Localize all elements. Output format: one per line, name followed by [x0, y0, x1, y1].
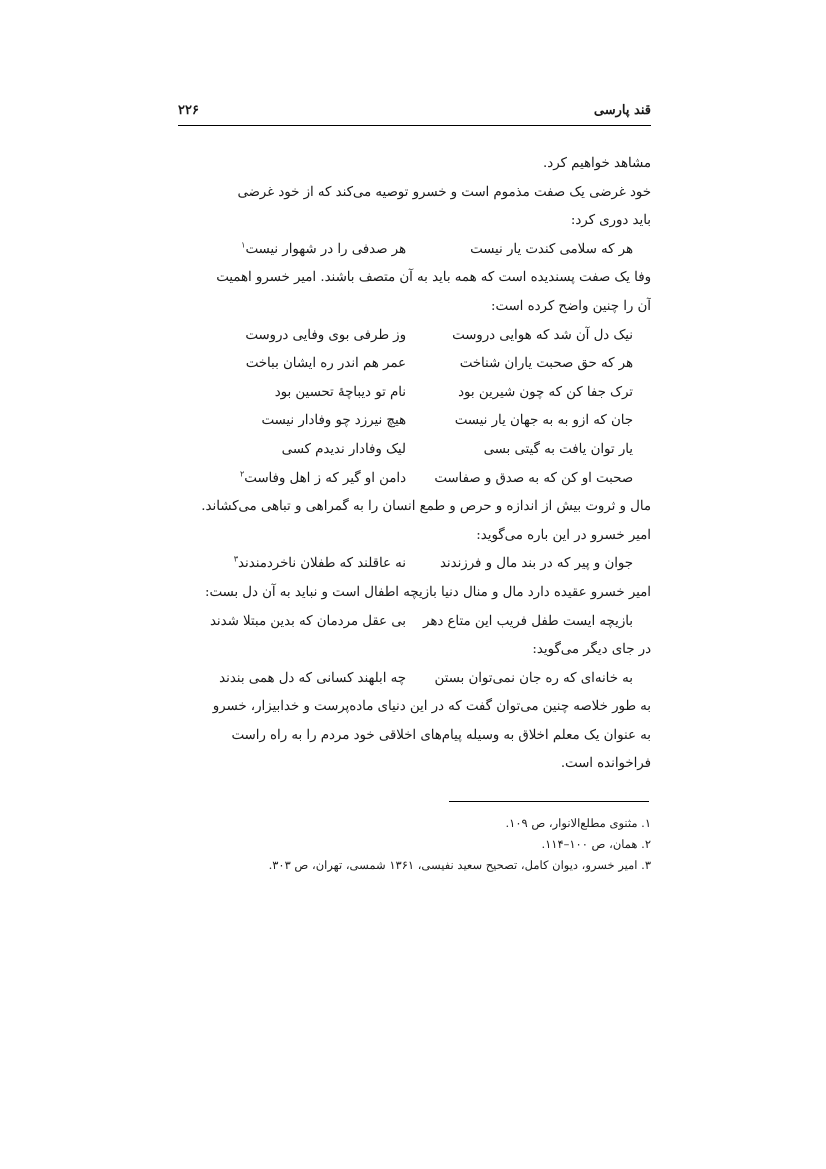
paragraph: در جای دیگر می‌گوید:	[532, 642, 651, 658]
hemistich-first: به خانه‌ای که ره جان نمی‌توان بستن	[434, 670, 633, 686]
paragraph: امیر خسرو در این باره می‌گوید:	[476, 527, 651, 543]
verse-line	[178, 407, 651, 436]
hemistich-first: هر که سلامی کندت یار نیست	[470, 241, 633, 257]
hemistich-first: بازیچه ایست طفل فریب این متاع دهر	[423, 613, 633, 629]
running-head-title: قند پارسی	[593, 103, 651, 118]
footnote-rule	[449, 801, 649, 802]
hemistich-second: عمر هم اندر ره ایشان بباخت	[245, 356, 406, 372]
hemistich-first: جان که ازو به به جهان یار نیست	[454, 413, 633, 429]
paragraph: به عنوان یک معلم اخلاق به وسیله پیام‌های اخلاقی خود مردم را به راه راست	[231, 727, 651, 743]
hemistich-second: هیچ نیرزد چو وفادار نیست	[261, 413, 406, 429]
page-number: ۲۲۶	[178, 103, 199, 118]
hemistich-second: وز طرفی بوی وفایی دروست	[245, 327, 406, 343]
footnote: ۲. همان، ص ۱۰۰–۱۱۴.	[541, 837, 651, 851]
paragraph: مال و ثروت بیش از اندازه و حرص و طمع انسان را به گمراهی و تباهی می‌کشاند.	[201, 499, 651, 515]
footnote-ref: ۲	[240, 469, 245, 479]
hemistich-text: نه عاقلند که طفلان ناخردمندند	[238, 556, 406, 572]
hemistich-text: هر صدفی را در شهوار نیست	[245, 241, 406, 257]
hemistich-first: یار توان یافت به گیتی بسی	[483, 441, 633, 457]
footnotes	[178, 813, 651, 876]
paragraph: به طور خلاصه چنین می‌توان گفت که در این دنیای ماده‌پرست و خدابیزار، خسرو	[212, 699, 651, 715]
hemistich-second: نام تو دیباچهٔ تحسین بود	[274, 384, 406, 400]
paragraph: خود غرضی یک صفت مذموم است و خسرو توصیه می‌کند که از خود غرضی	[237, 184, 651, 200]
hemistich-first: صحبت او کن که به صدق و صفاست	[434, 470, 633, 486]
verse-line	[178, 608, 651, 637]
footnote: ۱. مثنوی مطلع‌الانوار، ص ۱۰۹.	[505, 816, 651, 830]
paragraph: آن را چنین واضح کرده است:	[491, 298, 651, 314]
paragraph: امیر خسرو عقیده دارد مال و منال دنیا بازیچه اطفال است و نباید به آن دل بست:	[204, 584, 651, 600]
verse-line	[178, 379, 651, 408]
body-text	[178, 150, 651, 779]
footnote: ۳. امیر خسرو، دیوان کامل، تصحیح سعید نفیسی، ۱۳۶۱ شمسی، تهران، ص ۳۰۳.	[268, 858, 651, 872]
hemistich-second: بی عقل مردمان که بدین مبتلا شدند	[209, 613, 406, 629]
hemistich-text: دامن او گیر که ز اهل وفاست	[244, 470, 406, 486]
verse-line	[178, 550, 651, 579]
running-head	[178, 103, 651, 125]
hemistich-second: چه ابلهند کسانی که دل همی بندند	[219, 670, 406, 686]
verse-line	[178, 350, 651, 379]
hemistich-second: لیک وفادار ندیدم کسی	[281, 441, 406, 457]
footnote-ref: ۳	[233, 554, 239, 564]
hemistich-second	[191, 550, 406, 579]
hemistich-first: ترک جفا کن که چون شیرین بود	[458, 384, 633, 400]
footnote-ref: ۱	[241, 240, 246, 250]
paragraph: مشاهد خواهیم کرد.	[543, 156, 651, 171]
verse-line	[178, 665, 651, 694]
verse-line	[178, 322, 651, 351]
hemistich-first: جوان و پیر که در بند مال و فرزندند	[439, 556, 633, 572]
verse-line	[178, 236, 651, 265]
hemistich-first: هر که حق صحبت یاران شناخت	[459, 356, 633, 372]
hemistich-second	[191, 236, 406, 265]
paragraph: وفا یک صفت پسندیده است که همه باید به آن متصف باشند. امیر خسرو اهمیت	[216, 270, 651, 286]
hemistich-first: نیک دل آن شد که هوایی دروست	[452, 327, 633, 343]
verse-line	[178, 436, 651, 465]
verse-line	[178, 465, 651, 494]
paragraph: فراخوانده است.	[560, 756, 651, 772]
hemistich-second	[191, 465, 406, 494]
header-rule	[178, 125, 651, 126]
paragraph: باید دوری کرد:	[570, 213, 651, 229]
